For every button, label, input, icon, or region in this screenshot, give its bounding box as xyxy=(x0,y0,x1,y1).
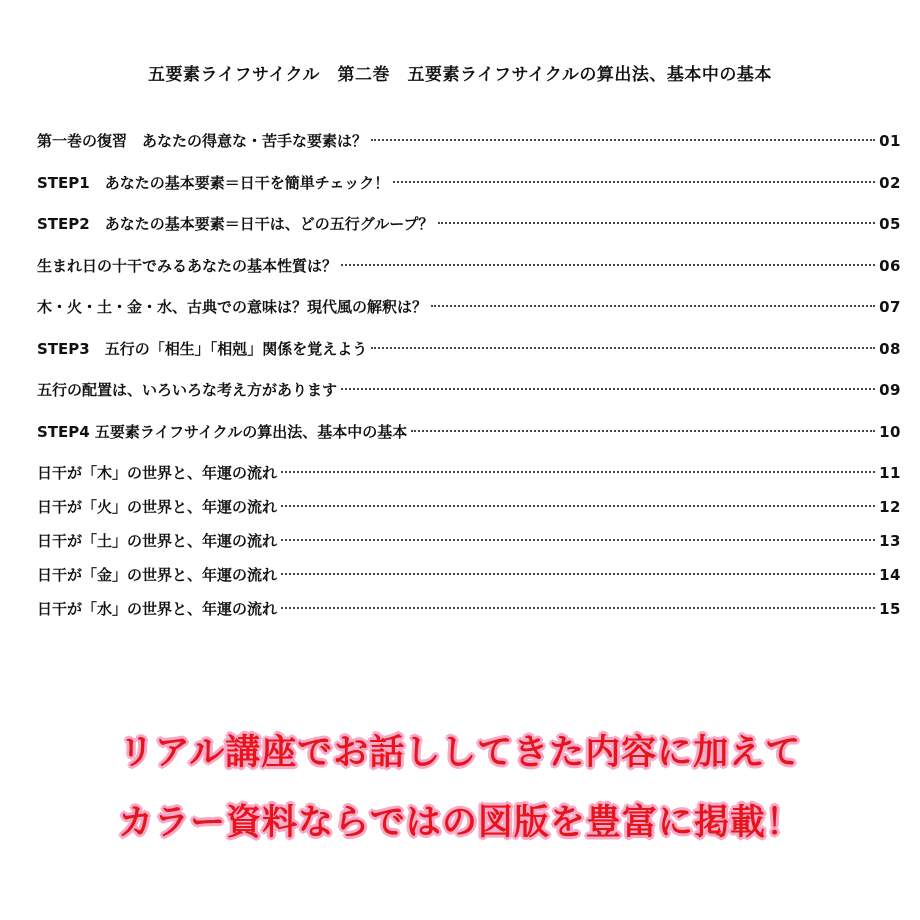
toc-page-number: 07 xyxy=(879,298,901,316)
toc-page-number: 14 xyxy=(879,566,901,584)
toc-dot-leader xyxy=(341,264,875,266)
toc-row xyxy=(37,127,901,155)
toc-page-number: 12 xyxy=(879,498,901,516)
toc-row xyxy=(37,595,901,623)
toc-entry-label: 五行の配置は、いろいろな考え方があります xyxy=(37,381,338,399)
toc-entry-label: 第一巻の復習 あなたの得意な・苦手な要素は？ xyxy=(37,132,368,150)
toc-entry-label: 日干が「水」の世界と、年運の流れ xyxy=(37,600,278,618)
toc-entry-label: 日干が「火」の世界と、年運の流れ xyxy=(37,498,278,516)
toc-row xyxy=(37,493,901,521)
toc-dot-leader xyxy=(281,505,875,507)
toc-dot-leader xyxy=(411,430,875,432)
toc-row xyxy=(37,418,901,446)
toc-row xyxy=(37,335,901,363)
toc-entry-label: STEP1 あなたの基本要素＝日干を簡単チェック！ xyxy=(37,173,390,192)
toc-dot-leader xyxy=(281,471,875,473)
toc-row xyxy=(37,459,901,487)
toc-page-number: 06 xyxy=(879,256,901,275)
toc-row xyxy=(37,376,901,404)
toc-row xyxy=(37,527,901,555)
toc-row xyxy=(37,210,901,238)
toc-entry-label: 日干が「木」の世界と、年運の流れ xyxy=(37,464,278,482)
page-title: 五要素ライフサイクル 第二巻 五要素ライフサイクルの算出法、基本中の基本 xyxy=(148,65,772,85)
toc-page-number: 11 xyxy=(879,464,901,482)
toc-row xyxy=(37,561,901,589)
table-of-contents xyxy=(37,127,901,623)
toc-page-number: 09 xyxy=(879,381,901,399)
toc-entry-label: STEP2 あなたの基本要素＝日干は、どの五行グループ？ xyxy=(37,215,434,233)
toc-page-number: 10 xyxy=(879,422,901,441)
toc-dot-leader xyxy=(371,347,875,349)
toc-page-number: 01 xyxy=(879,132,901,150)
toc-dot-leader xyxy=(281,607,875,609)
toc-dot-leader xyxy=(281,573,875,575)
toc-dot-leader xyxy=(431,305,875,307)
toc-entry-label: STEP4 五要素ライフサイクルの算出法、基本中の基本 xyxy=(37,422,408,441)
toc-entry-label: 生まれ日の十干でみるあなたの基本性質は？ xyxy=(37,256,338,275)
toc-row xyxy=(37,252,901,280)
promo-line-2: カラー資料ならではの図版を豊富に掲載！ xyxy=(118,803,802,843)
toc-dot-leader xyxy=(438,222,876,224)
promo-line-1: リアル講座でお話ししてきた内容に加えて xyxy=(118,733,802,773)
toc-dot-leader xyxy=(341,388,875,390)
toc-row xyxy=(37,293,901,321)
toc-page-number: 13 xyxy=(879,532,901,550)
toc-page-number: 08 xyxy=(879,339,901,358)
toc-dot-leader xyxy=(281,539,875,541)
toc-dot-leader xyxy=(393,181,875,183)
toc-dot-leader xyxy=(371,139,875,141)
toc-entry-label: 日干が「土」の世界と、年運の流れ xyxy=(37,532,278,550)
toc-page-number: 05 xyxy=(879,215,901,233)
toc-entry-label: 木・火・土・金・水、古典での意味は？現代風の解釈は？ xyxy=(37,298,428,316)
toc-entry-label: 日干が「金」の世界と、年運の流れ xyxy=(37,566,278,584)
toc-page-number: 02 xyxy=(879,173,901,192)
toc-page-number: 15 xyxy=(879,600,901,618)
toc-entry-label: STEP3 五行の「相生」「相剋」関係を覚えよう xyxy=(37,339,368,358)
toc-row xyxy=(37,169,901,197)
